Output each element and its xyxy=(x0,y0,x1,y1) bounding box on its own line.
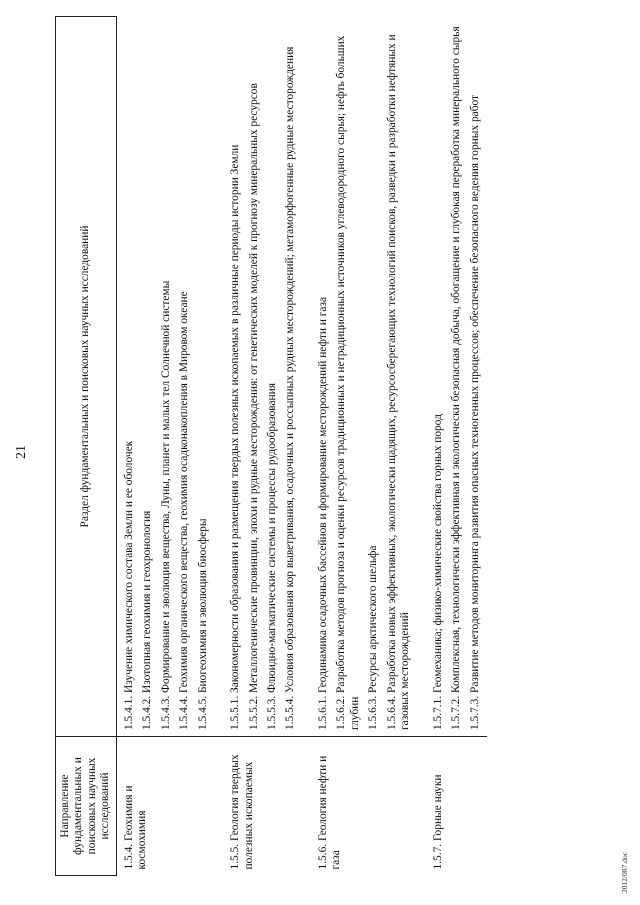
research-table xyxy=(55,16,487,876)
section-item: 1.5.7.3. Развитие методов мониторинга развития опасных техногенных процессов; обеспечение безопасного ведения горных работ xyxy=(468,94,481,730)
table-row xyxy=(223,17,311,876)
column-header-direction: Направление фундаментальных и поисковых научных исследований xyxy=(56,737,117,876)
table-row xyxy=(116,17,223,876)
section-cell xyxy=(223,17,311,737)
group-gap xyxy=(303,23,311,731)
section-item: 1.5.6.1. Геодинамика осадочных бассейнов и формирование месторождений нефти и газа xyxy=(316,296,329,730)
section-cell xyxy=(426,17,487,737)
section-item: 1.5.5.3. Флюидно-магматические системы и процессы рудообразования xyxy=(265,383,278,730)
section-item: 1.5.4.4. Геохимия органического вещества, геохимия осадконакопления в Мировом океане xyxy=(178,291,191,730)
table-header-row xyxy=(56,17,117,876)
section-item: 1.5.7.1. Геомеханика; физико-химические свойства горных пород xyxy=(431,414,444,730)
direction-cell: 1.5.7. Горные науки xyxy=(426,737,487,876)
group-gap xyxy=(418,23,426,731)
section-item: 1.5.4.2. Изотопная геохимия и геохронология xyxy=(141,510,154,730)
direction-cell: 1.5.5. Геология твердых полезных ископаемых xyxy=(223,737,311,876)
page-number: 21 xyxy=(14,445,29,459)
section-cell xyxy=(311,17,426,737)
section-item: 1.5.5.4. Условия образования кор выветривания, осадочных и россыпных рудных месторождений; метаморфогенные рудные месторождения xyxy=(284,46,297,730)
direction-cell: 1.5.4. Геохимия и космохимия xyxy=(116,737,223,876)
section-item: 1.5.5.1. Закономерности образования и размещения твердых полезных ископаемых в различные периоды истории Земли xyxy=(229,144,242,730)
table-row xyxy=(426,17,487,876)
section-item: 1.5.6.4. Разработка новых эффективных, экологически щадящих, ресурсосберегающих технологий поисков, разведки и разработки нефтяных и газовых месторождений xyxy=(385,34,412,730)
section-item: 1.5.6.3. Ресурсы арктического шельфа xyxy=(367,545,380,730)
section-cell xyxy=(116,17,223,737)
section-item: 1.5.6.2. Разработка методов прогноза и оценки ресурсов традиционных и нетрадиционных источников углеводородного сырья; нефть больших глубин xyxy=(335,35,361,730)
table-row xyxy=(311,17,426,876)
group-gap xyxy=(215,23,223,731)
section-item: 1.5.5.2. Металлогенические провинции, эпохи и рудные месторождения: от генетических моделей к прогнозу минеральных ресурсов xyxy=(247,83,260,730)
document-code: 2012/087.doc xyxy=(620,851,629,893)
section-item: 1.5.4.5. Биогеохимия и эволюция биосферы xyxy=(196,518,209,730)
direction-cell: 1.5.6. Геология нефти и газа xyxy=(311,737,426,876)
section-item: 1.5.4.3. Формирование и эволюция вещества, Луны, планет и малых тел Солнечной системы xyxy=(159,280,172,730)
section-item: 1.5.4.1. Изучение химического состава Земли и ее оболочек xyxy=(122,440,135,730)
section-item: 1.5.7.2. Комплексная, технологически эффективная и экологически безопасная добыча, обогащение и глубокая переработка минерального сырья xyxy=(450,26,463,730)
column-header-section: Раздел фундаментальных и поисковых научных исследований xyxy=(56,17,117,737)
